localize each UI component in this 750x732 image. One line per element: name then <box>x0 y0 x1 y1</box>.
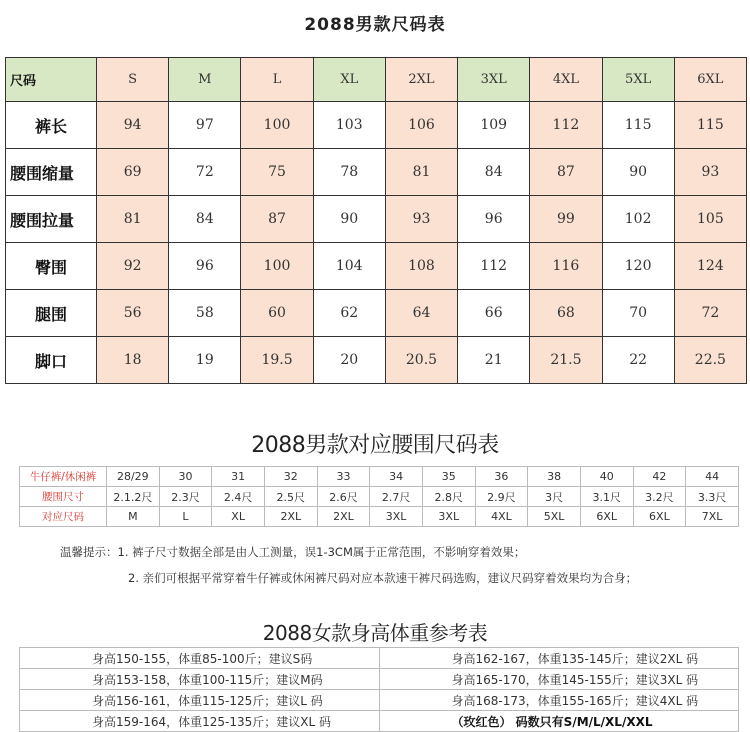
row-label: 裤长 <box>6 102 97 149</box>
table-cell: 2.1.2尺 <box>107 487 160 507</box>
table-cell: 115 <box>602 102 674 149</box>
table-cell: 62 <box>313 290 385 337</box>
table-cell: 92 <box>97 243 169 290</box>
table-cell: 31 <box>212 467 265 487</box>
table-row <box>6 102 747 149</box>
table-cell: 84 <box>169 196 241 243</box>
table-cell: 68 <box>530 290 602 337</box>
table-cell: 90 <box>313 196 385 243</box>
table-cell: XL <box>212 507 265 527</box>
table-cell: 21.5 <box>530 337 602 384</box>
waist-size-table <box>19 466 739 527</box>
table-cell: 38 <box>528 467 581 487</box>
women-left-cell: 身高150-155，体重85-100斤；建议S码 <box>20 648 380 669</box>
women-left-cell: 身高159-164，体重125-135斤；建议XL 码 <box>20 711 380 732</box>
women-color-note: （玫红色） 码数只有S/M/L/XL/XXL <box>379 711 739 732</box>
table-cell: L <box>159 507 212 527</box>
table-cell: 112 <box>458 243 530 290</box>
note-line-1: 温馨提示：1. 裤子尺寸数据全部是由人工测量，误1-3CM属于正常范围，不影响穿着效果； <box>60 545 526 559</box>
table-cell: 58 <box>169 290 241 337</box>
table-cell: 6XL <box>580 507 633 527</box>
table-cell: 2.3尺 <box>159 487 212 507</box>
table-row <box>20 507 739 527</box>
table-cell: 30 <box>159 467 212 487</box>
table-cell: 28/29 <box>107 467 160 487</box>
table-row <box>20 648 739 669</box>
table-cell: 66 <box>458 290 530 337</box>
women-size-table <box>19 647 739 732</box>
table-cell: 42 <box>633 467 686 487</box>
table-cell: 19 <box>169 337 241 384</box>
table-cell: 3.3尺 <box>686 487 739 507</box>
table-cell: 93 <box>674 149 746 196</box>
size-header-cell: XL <box>313 58 385 102</box>
table-cell: 78 <box>313 149 385 196</box>
table-row <box>20 690 739 711</box>
table-cell: 72 <box>169 149 241 196</box>
table-cell: 70 <box>602 290 674 337</box>
table-cell: 94 <box>97 102 169 149</box>
table-cell: 2.4尺 <box>212 487 265 507</box>
table-cell: 22.5 <box>674 337 746 384</box>
table-cell: 18 <box>97 337 169 384</box>
table-cell: 108 <box>385 243 457 290</box>
table-cell: 109 <box>458 102 530 149</box>
table-cell: 97 <box>169 102 241 149</box>
table-cell: 84 <box>458 149 530 196</box>
table-cell: 19.5 <box>241 337 313 384</box>
size-header-cell: 5XL <box>602 58 674 102</box>
table-cell: 96 <box>169 243 241 290</box>
table-cell: 60 <box>241 290 313 337</box>
table-cell: 34 <box>370 467 423 487</box>
table-cell: 2.7尺 <box>370 487 423 507</box>
women-left-cell: 身高153-158，体重100-115斤；建议M码 <box>20 669 380 690</box>
table-cell: 104 <box>313 243 385 290</box>
table-cell: 96 <box>458 196 530 243</box>
table-cell: 112 <box>530 102 602 149</box>
table-cell: 2.9尺 <box>475 487 528 507</box>
women-left-cell: 身高156-161，体重115-125斤；建议L 码 <box>20 690 380 711</box>
table-cell: 21 <box>458 337 530 384</box>
table-cell: 33 <box>317 467 370 487</box>
table-cell: 3.1尺 <box>580 487 633 507</box>
table-row <box>6 149 747 196</box>
table-cell: 56 <box>97 290 169 337</box>
size-header-row <box>6 58 747 102</box>
women-chart-title: 2088女款身高体重参考表 <box>262 621 488 645</box>
table-cell: 2.8尺 <box>422 487 475 507</box>
size-header-cell: L <box>241 58 313 102</box>
table-cell: 116 <box>530 243 602 290</box>
table-cell: 81 <box>97 196 169 243</box>
table-cell: 87 <box>241 196 313 243</box>
row-label: 腰围缩量 <box>6 149 97 196</box>
table-cell: M <box>107 507 160 527</box>
table-cell: 32 <box>264 467 317 487</box>
size-header-cell: 2XL <box>385 58 457 102</box>
table-cell: 106 <box>385 102 457 149</box>
row-label: 腿围 <box>6 290 97 337</box>
table-cell: 103 <box>313 102 385 149</box>
table-cell: 20.5 <box>385 337 457 384</box>
size-header-cell: 6XL <box>674 58 746 102</box>
table-cell: 102 <box>602 196 674 243</box>
women-right-cell: 身高168-173，体重155-165斤；建议4XL 码 <box>379 690 739 711</box>
size-header-cell: S <box>97 58 169 102</box>
table-cell: 2.6尺 <box>317 487 370 507</box>
table-cell: 100 <box>241 102 313 149</box>
table-cell: 6XL <box>633 507 686 527</box>
table-cell: 3.2尺 <box>633 487 686 507</box>
table-cell: 105 <box>674 196 746 243</box>
table-cell: 4XL <box>475 507 528 527</box>
table-cell: 100 <box>241 243 313 290</box>
table-cell: 120 <box>602 243 674 290</box>
table-cell: 3XL <box>370 507 423 527</box>
table-cell: 35 <box>422 467 475 487</box>
table-cell: 7XL <box>686 507 739 527</box>
row-label: 臀围 <box>6 243 97 290</box>
table-cell: 44 <box>686 467 739 487</box>
table-cell: 99 <box>530 196 602 243</box>
table-cell: 69 <box>97 149 169 196</box>
table-cell: 2.5尺 <box>264 487 317 507</box>
table-cell: 36 <box>475 467 528 487</box>
table-row <box>20 467 739 487</box>
table-cell: 87 <box>530 149 602 196</box>
size-chart-title: 2088男款尺码表 <box>304 15 446 35</box>
table-row <box>6 337 747 384</box>
size-header-cell: 3XL <box>458 58 530 102</box>
row-label: 腰围尺寸 <box>20 487 107 507</box>
size-header-cell: M <box>169 58 241 102</box>
table-cell: 20 <box>313 337 385 384</box>
row-label: 牛仔裤/休闲裤 <box>20 467 107 487</box>
men-size-table <box>5 57 747 384</box>
table-cell: 22 <box>602 337 674 384</box>
table-cell: 81 <box>385 149 457 196</box>
table-cell: 2XL <box>264 507 317 527</box>
row-label: 腰围拉量 <box>6 196 97 243</box>
table-cell: 3XL <box>422 507 475 527</box>
size-header-cell: 4XL <box>530 58 602 102</box>
table-cell: 3尺 <box>528 487 581 507</box>
table-cell: 124 <box>674 243 746 290</box>
table-row <box>6 243 747 290</box>
row-label: 对应尺码 <box>20 507 107 527</box>
table-cell: 5XL <box>528 507 581 527</box>
table-row <box>20 487 739 507</box>
table-cell: 2XL <box>317 507 370 527</box>
women-right-cell: 身高162-167，体重135-145斤；建议2XL 码 <box>379 648 739 669</box>
table-cell: 64 <box>385 290 457 337</box>
table-row <box>6 290 747 337</box>
table-cell: 75 <box>241 149 313 196</box>
note-line-2: 2. 亲们可根据平常穿着牛仔裤或休闲裤尺码对应本款速干裤尺码选购，建议尺码穿着效果均为合身； <box>128 571 638 585</box>
waist-chart-title: 2088男款对应腰围尺码表 <box>251 433 499 458</box>
table-cell: 90 <box>602 149 674 196</box>
table-row <box>6 196 747 243</box>
table-row <box>20 711 739 732</box>
women-right-cell: 身高165-170，体重145-155斤；建议3XL 码 <box>379 669 739 690</box>
table-cell: 115 <box>674 102 746 149</box>
table-cell: 93 <box>385 196 457 243</box>
table-row <box>20 669 739 690</box>
size-header-label: 尺码 <box>6 58 97 102</box>
table-cell: 40 <box>580 467 633 487</box>
table-cell: 72 <box>674 290 746 337</box>
row-label: 脚口 <box>6 337 97 384</box>
